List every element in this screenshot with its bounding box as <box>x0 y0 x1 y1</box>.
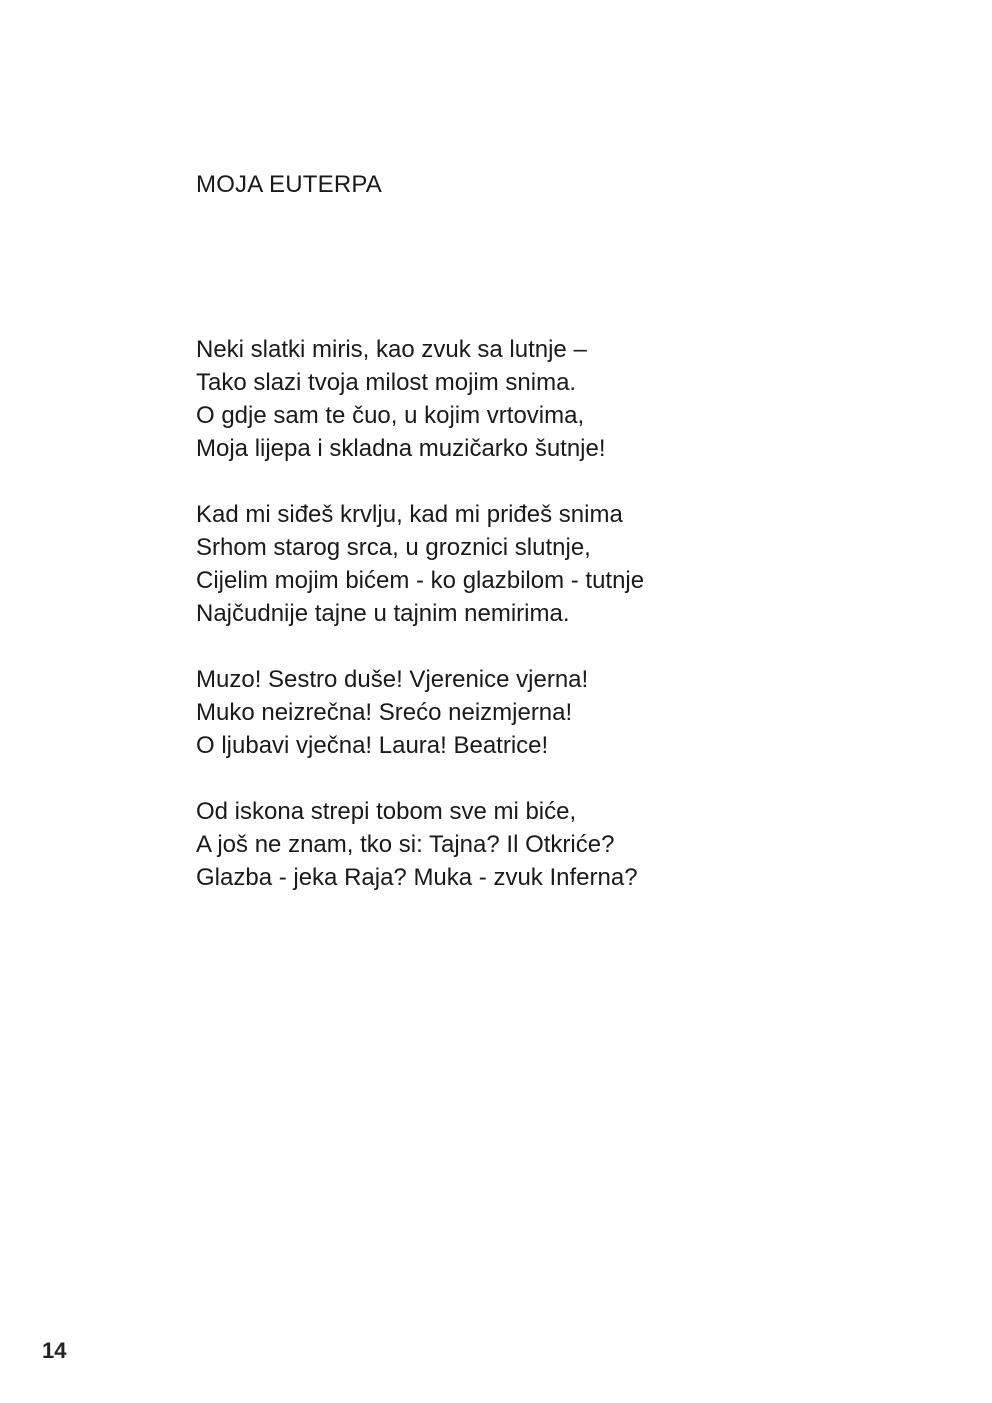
stanza-4 <box>196 795 836 894</box>
page-number: 14 <box>42 1338 67 1363</box>
poem-line: Tako slazi tvoja milost mojim snima. <box>196 369 577 396</box>
poem-line: O gdje sam te čuo, u kojim vrtovima, <box>196 402 585 429</box>
poem-line: Neki slatki miris, kao zvuk sa lutnje – <box>196 336 587 363</box>
stanza-3 <box>196 663 836 762</box>
poem-line: Cijelim mojim bićem - ko glazbilom - tutnje <box>196 567 645 594</box>
poem-line: Moja lijepa i skladna muzičarko šutnje! <box>196 435 606 462</box>
stanza-1 <box>196 333 836 465</box>
poem-line: Muzo! Sestro duše! Vjerenice vjerna! <box>196 666 589 693</box>
poem-line: Srhom starog srca, u groznici slutnje, <box>196 534 591 561</box>
poem-title: MOJA EUTERPA <box>196 171 382 198</box>
poem-line: Najčudnije tajne u tajnim nemirima. <box>196 600 570 627</box>
poem-body <box>196 333 836 927</box>
stanza-2 <box>196 498 836 630</box>
poem-line: Od iskona strepi tobom sve mi biće, <box>196 798 577 825</box>
poem-line: Kad mi siđeš krvlju, kad mi priđeš snima <box>196 501 623 528</box>
poem-line: O ljubavi vječna! Laura! Beatrice! <box>196 732 549 759</box>
poem-line: Glazba - jeka Raja? Muka - zvuk Inferna? <box>196 864 638 891</box>
poem-line: A još ne znam, tko si: Tajna? Il Otkriće? <box>196 831 615 858</box>
poem-line: Muko neizrečna! Srećo neizmjerna! <box>196 699 573 726</box>
